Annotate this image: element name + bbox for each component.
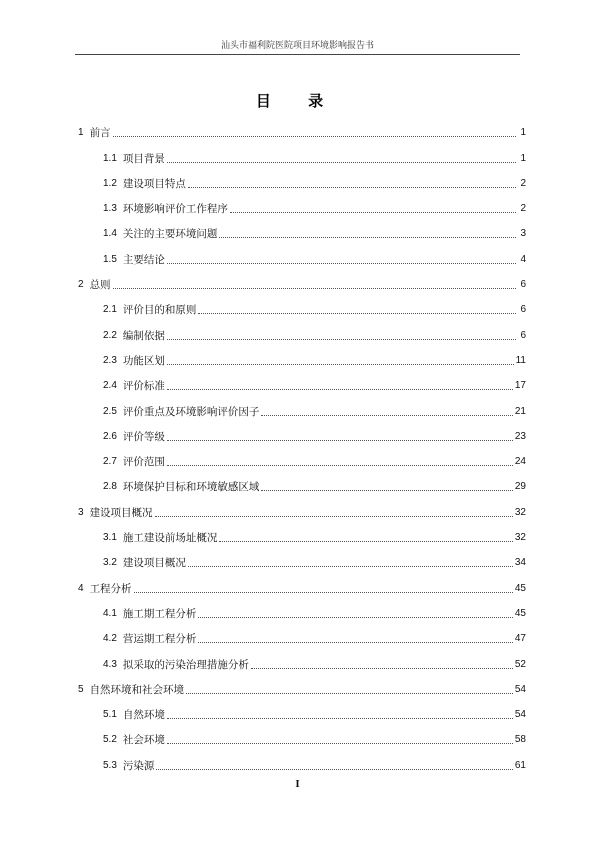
toc-entry[interactable] <box>78 292 526 317</box>
dot-leader <box>167 338 516 340</box>
toc-entry-label: 总则 <box>89 279 111 292</box>
toc-entry-label: 评价范围 <box>122 456 165 469</box>
toc-entry[interactable] <box>78 570 526 595</box>
toc-entry-page: 54 <box>514 683 526 695</box>
toc-entry-number: 4.2 <box>103 633 117 645</box>
dot-leader <box>251 667 513 669</box>
toc-entry-label: 建设项目概况 <box>122 557 186 570</box>
toc-entry-number: 5 <box>78 683 84 695</box>
toc-entry-label: 评价重点及环境影响评价因子 <box>122 405 260 418</box>
toc-entry[interactable] <box>78 469 526 494</box>
dot-leader <box>188 565 513 567</box>
toc-entry-label: 营运期工程分析 <box>122 633 197 646</box>
toc-entry-page: 34 <box>514 557 526 569</box>
toc-entry-number: 2.8 <box>103 481 117 493</box>
toc-entry-page: 21 <box>514 405 526 417</box>
toc-entry[interactable] <box>78 393 526 418</box>
dot-leader <box>167 363 514 365</box>
toc-entry-page: 24 <box>514 456 526 468</box>
toc-entry[interactable] <box>78 747 526 772</box>
toc-entry-label: 拟采取的污染治理措施分析 <box>122 658 249 671</box>
toc-entry-label: 施工建设前场址概况 <box>122 532 218 545</box>
toc-entry-label: 社会环境 <box>122 734 165 747</box>
toc-entry[interactable] <box>78 343 526 368</box>
toc-entry[interactable] <box>78 216 526 241</box>
page-header: 汕头市福利院医院项目环境影响报告书 <box>220 41 374 51</box>
dot-leader <box>113 135 516 137</box>
dot-leader <box>167 464 513 466</box>
dot-leader <box>134 591 513 593</box>
toc-entry-page: 4 <box>520 253 526 265</box>
toc-entry[interactable] <box>78 596 526 621</box>
dot-leader <box>219 540 512 542</box>
toc-entry-number: 2 <box>78 279 84 291</box>
toc-entry-label: 功能区划 <box>122 354 165 367</box>
header-rule <box>75 54 520 55</box>
toc-entry-label: 评价目的和原则 <box>122 304 197 317</box>
toc-entry-number: 2.5 <box>103 405 117 417</box>
toc-entry-number: 1.4 <box>103 228 117 240</box>
toc-entry-number: 4.1 <box>103 607 117 619</box>
toc-entry-label: 自然环境 <box>122 709 165 722</box>
toc-entry-number: 4 <box>78 582 84 594</box>
toc-entry-label: 污染源 <box>122 759 155 772</box>
dot-leader <box>261 489 512 491</box>
dot-leader <box>198 641 512 643</box>
toc-entry-number: 2.2 <box>103 329 117 341</box>
dot-leader <box>167 439 513 441</box>
dot-leader <box>219 236 516 238</box>
toc-entry-page: 61 <box>514 759 526 771</box>
page-number: I <box>295 778 300 790</box>
toc-entry[interactable] <box>78 419 526 444</box>
toc-title: 目 录 <box>255 92 340 110</box>
toc-entry-page: 11 <box>515 354 526 366</box>
toc-entry-page: 45 <box>514 582 526 594</box>
dot-leader <box>230 211 516 213</box>
toc-entry[interactable] <box>78 368 526 393</box>
toc-entry-label: 环境保护目标和环境敏感区域 <box>122 481 260 494</box>
toc-entry-page: 47 <box>514 633 526 645</box>
toc-entry[interactable] <box>78 520 526 545</box>
toc-entry-number: 2.3 <box>103 354 117 366</box>
toc-entry-page: 32 <box>514 506 526 518</box>
toc-entry-number: 2.6 <box>103 430 117 442</box>
toc-entry-page: 6 <box>520 279 526 291</box>
toc-entry-page: 2 <box>520 177 526 189</box>
toc-entry-label: 工程分析 <box>89 582 132 595</box>
table-of-contents <box>78 115 526 773</box>
toc-entry-page: 3 <box>520 228 526 240</box>
toc-entry[interactable] <box>78 115 526 140</box>
toc-entry-label: 建设项目特点 <box>122 177 186 190</box>
toc-entry-number: 2.7 <box>103 456 117 468</box>
toc-entry[interactable] <box>78 722 526 747</box>
toc-entry-page: 6 <box>520 304 526 316</box>
toc-entry[interactable] <box>78 191 526 216</box>
toc-entry[interactable] <box>78 494 526 519</box>
toc-entry-number: 2.1 <box>103 304 117 316</box>
toc-entry[interactable] <box>78 166 526 191</box>
dot-leader <box>167 742 513 744</box>
toc-entry-label: 评价标准 <box>122 380 165 393</box>
dot-leader <box>167 717 513 719</box>
toc-entry-page: 1 <box>520 152 526 164</box>
toc-entry-number: 3.1 <box>103 532 117 544</box>
dot-leader <box>155 515 513 517</box>
dot-leader <box>186 692 513 694</box>
toc-entry[interactable] <box>78 317 526 342</box>
toc-entry[interactable] <box>78 444 526 469</box>
toc-entry-label: 前言 <box>89 127 111 140</box>
dot-leader <box>198 312 516 314</box>
dot-leader <box>261 414 512 416</box>
toc-entry-number: 2.4 <box>103 380 117 392</box>
toc-entry-page: 52 <box>514 658 526 670</box>
toc-entry[interactable] <box>78 140 526 165</box>
toc-entry-label: 主要结论 <box>122 253 165 266</box>
toc-entry-page: 1 <box>520 127 526 139</box>
toc-entry[interactable] <box>78 267 526 292</box>
toc-entry-number: 4.3 <box>103 658 117 670</box>
dot-leader <box>167 388 513 390</box>
toc-entry-page: 17 <box>514 380 526 392</box>
toc-entry-number: 1.3 <box>103 203 117 215</box>
toc-entry-number: 5.2 <box>103 734 117 746</box>
dot-leader <box>188 186 516 188</box>
dot-leader <box>167 161 516 163</box>
toc-entry-number: 3 <box>78 506 84 518</box>
toc-entry-label: 编制依据 <box>122 329 165 342</box>
toc-entry-label: 关注的主要环境问题 <box>122 228 218 241</box>
toc-entry-page: 29 <box>514 481 526 493</box>
toc-entry-page: 23 <box>514 430 526 442</box>
toc-entry-page: 45 <box>514 607 526 619</box>
toc-entry-page: 6 <box>520 329 526 341</box>
toc-entry[interactable] <box>78 621 526 646</box>
toc-entry-label: 自然环境和社会环境 <box>89 683 185 696</box>
toc-entry-page: 32 <box>514 532 526 544</box>
dot-leader <box>113 287 516 289</box>
toc-entry[interactable] <box>78 672 526 697</box>
toc-entry-number: 3.2 <box>103 557 117 569</box>
toc-entry-label: 评价等级 <box>122 430 165 443</box>
dot-leader <box>156 768 512 770</box>
toc-entry-page: 2 <box>520 203 526 215</box>
toc-entry-label: 施工期工程分析 <box>122 607 197 620</box>
toc-entry-number: 1.2 <box>103 177 117 189</box>
toc-entry-label: 建设项目概况 <box>89 506 153 519</box>
toc-entry-number: 5.1 <box>103 709 117 721</box>
toc-entry[interactable] <box>78 545 526 570</box>
toc-entry-number: 1 <box>78 127 84 139</box>
toc-entry-page: 58 <box>514 734 526 746</box>
dot-leader <box>198 616 512 618</box>
dot-leader <box>167 262 516 264</box>
toc-entry-number: 1.5 <box>103 253 117 265</box>
toc-entry[interactable] <box>78 646 526 671</box>
toc-entry-label: 项目背景 <box>122 152 165 165</box>
toc-entry-page: 54 <box>514 709 526 721</box>
toc-entry-number: 5.3 <box>103 759 117 771</box>
toc-entry[interactable] <box>78 241 526 266</box>
toc-entry-number: 1.1 <box>103 152 117 164</box>
toc-entry[interactable] <box>78 697 526 722</box>
toc-entry-label: 环境影响评价工作程序 <box>122 203 228 216</box>
